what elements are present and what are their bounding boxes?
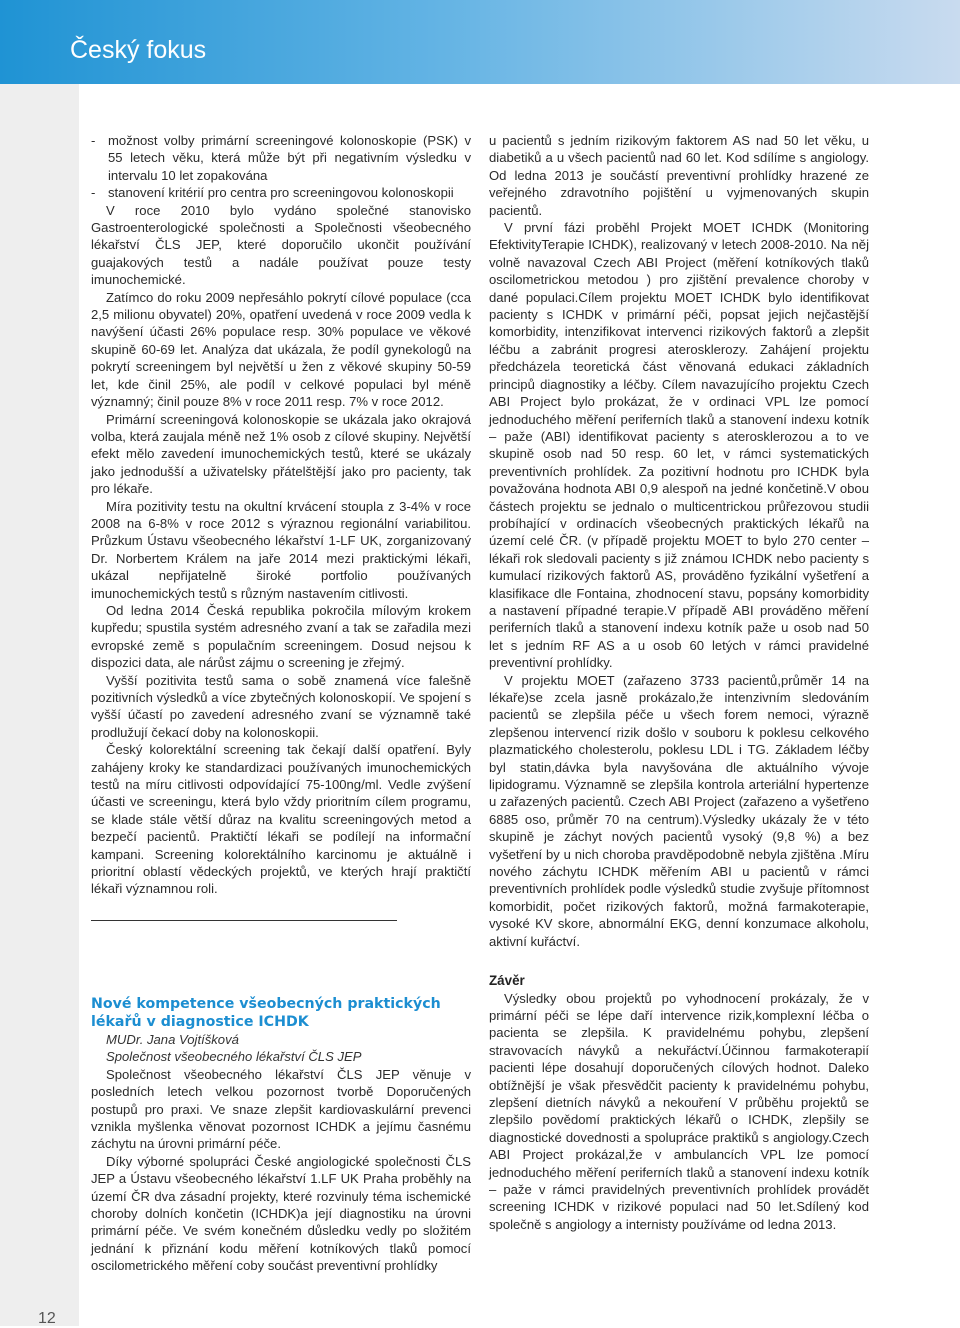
paragraph: V roce 2010 bylo vydáno společné stanovisko Gastroenterologické společnosti a Společnosti všeobecného lékařství ČLS JEP, které doporučilo ukončit používání guajakových testů a nadále používat pouze testy imunochemické.: [91, 202, 471, 288]
paragraph: V projektu MOET (zařazeno 3733 pacientů,průměr 14 na lékaře)se zcela jasně prokázalo,že intenzivním sledováním pacientů se zlepšila péče u všech forem nemoci, výrazně zlepšenou intervencí rizik došlo v souboru k poklesu celkového plazmatického cholesterolu, poklesu LDL i TG. Základem léčby byl statin,dávka byla navyšována dle aktuálního vývoje lipidogramu. Významně se zlepšila kontrola arteriální hypertenze u zařazených pacientů. Czech ABI Project (zařazeno a vyšetřeno 6885 oso, průměr 70 na centrum).Výsledky ukázaly že v této skupině je záchyt nových pacientů vysoký (9,8 %) a bez vyšetření by u nich choroba pravděpodobně nebyla zjištěna .Míru nového záchytu ICHDK měřením ABI u pacientů v rámci preventivních prohlídek podle výsledků studie zvyšuje přítomnost komorbidit, počet rizikových faktorů, možná farmakoterapie, vysoké KV skore, abnormální EKG, denní konzumace alkoholu, aktivní kuřáctví.: [489, 672, 869, 949]
affiliation: Společnost všeobecného lékařství ČLS JEP: [106, 1049, 362, 1065]
conclusion-heading: Závěr: [489, 973, 525, 989]
paragraph: Díky výborné spolupráci České angiologické společnosti ČLS JEP a Ústavu všeobecného lékařství 1.LF UK Praha proběhly na území ČR dva zásadní projekty, které rozvinuly téma ischemické choroby dolních končetin (ICHDK)a její diagnostiku na úrovni primární péče. Ve svém konečném důsledku vedly po složitém jednání k přiznání kodu měření kotníkových tlaků pomocí oscilometrického měření coby součást preventivní prohlídky: [91, 1153, 471, 1274]
right-column: [489, 132, 869, 1233]
header-banner: [0, 0, 960, 84]
paragraph: u pacientů s jedním rizikovým faktorem AS nad 50 let věku, u diabetiků a u všech pacientů nad 60 let. Kod sdílíme s angiology. Od ledna 2013 je součástí preventivní prohlídky hrazené ze veřejného zdravotního pojištění u vyjmenovaných skupin pacientů.: [489, 133, 869, 218]
separator-rule: [91, 920, 397, 921]
paragraph: Vyšší pozitivita testů sama o sobě znamená více falešně pozitivních výsledků a více zbytečných kolonoskopií. Ve spojení s vyšší účastí po zavedení adresného zvaní se významně také prodlužují čekací doby na kolonoskopii.: [91, 672, 471, 740]
paragraph: V první fázi proběhl Projekt MOET ICHDK (Monitoring EfektivityTerapie ICHDK), realizovaný v letech 2008-2010. Na něj volně navazoval Czech ABI Project (měření kotníkových tlaků oscilometrickou metodou ) pro zjištění prevalence choroby v dané populaci.Cílem projektu MOET ICHDK bylo identifikovat pacienty s ICHDK v primární péči, popsat jejich nejčastější komorbidity, intenzifikovat intervenci rizikových faktorů a zlepšit léčbu a zabránit progresi aterosklerozy. Zahájení projektu předcházela teoretická část věnovaná edukaci základních principů diagnostiky a léčby. Cílem navazujícího projektu Czech ABI Project bylo prokázat, že v ordinaci VPL lze pomocí jednoduchého měření periferních tlaků a stanovení indexu kotník – paže (ABI) identifikovat pacienty s aterosklerozou a to ve skupině osob nad 50 resp. 60 let, v rámci systematických preventivních prohlídek. Za pozitivní hodnotu pro ICHDK byla považována hodnota ABI 0,9 alespoň na jedné končetině.V obou částech projektu se jednalo o multicentrickou průřezovou studii probíhající v ordinacích všeobecných praktických lékařů na území celé ČR. (v případě projektu MOET to bylo 270 center – lékaři rok sledovali pacienty s již známou ICHDK nebo pacienty s kumulací rizikových faktorů AS, prováděno fyzikální vyšetření a klasifikace dle Fontaina, zhodnocení stavu, popsány komorbidity a nastavení případné terapie.V případě ABI prováděno měření periferních tlaků a stanovení indexu kotník paže u osob nad 50 let s jedním RF AS a u osob 60 letých v rámci pravidelné preventivní prohlídky.: [489, 220, 869, 671]
author: MUDr. Jana Vojtíšková: [106, 1031, 239, 1047]
list-item: - možnost volby primární screeningové kolonoskopie (PSK) v 55 letech věku, která může být při negativním výsledku v intervalu 10 let zopakována: [91, 133, 471, 183]
paragraph: Od ledna 2014 Česká republika pokročila mílovým krokem kupředu; spustila systém adresného zvaní a tak se zařadila mezi evropské země s populačním screeningem. Dosud nejsou k dispozici data, ale nárůst zájmu o screening je zřejmý.: [91, 602, 471, 671]
paragraph: Český kolorektální screening tak čekají další opatření. Byly zahájeny kroky ke standardizaci používaných imunochemických testů na míru citlivosti odpovídající 75-100ng/ml. Vedle zvýšení účasti ve screeningu, která bylo vždy prioritním cílem programu, se klade stále větší důraz na kvalitu screeningových metod a bezpečí pacientů. Praktičtí lékaři se podílejí na informační kampani. Screening kolorektálního karcinomu je aktuálně i prioritní oblastí vědeckých projektů, ve kterých hrají praktičtí lékaři významnou roli.: [91, 742, 471, 897]
left-column: [91, 132, 471, 1275]
paragraph: Společnost všeobecného lékařství ČLS JEP věnuje v posledních letech velkou pozornost tvorbě Doporučených postupů pro praxi. Ve snaze zlepšit kardiovaskulární prevenci vznikla myšlenka věnovat pozornost ICHDK a jejímu časnému záchytu na úrovni primární péče.: [91, 1066, 471, 1152]
list-item: - stanovení kritérií pro centra pro screeningovou kolonoskopii: [91, 185, 454, 201]
article-title: Nové kompetence všeobecných praktických lékařů v diagnostice ICHDK: [91, 995, 441, 1030]
left-margin-bar: [0, 84, 79, 1326]
criteria-list: [91, 132, 471, 202]
paragraph: Primární screeningová kolonoskopie se ukázala jako okrajová volba, která zaujala méně než 1% osob z cílové skupiny. Největší efekt mělo zavedení imunochemických testů, které se ukázaly jako jednodušší a uživatelsky přátelštější jako pro pacienty, tak pro lékaře.: [91, 411, 471, 497]
section-title: Český fokus: [70, 36, 207, 64]
page-number: 12: [38, 1310, 56, 1327]
conclusion-paragraph: Výsledky obou projektů po vyhodnocení prokázaly, že v primární péči se lépe daří intervence rizik,komplexní léčba o pacienta se zlepšila. K pravidelnému pohybu, zlepšení stravovacích návyků a nekuřáctví.Účinnou farmakoterapií pacienti lépe dosahují doporučených cílových hodnot. Daleko obtížnější je však přesvědčit pacienty k pravidelnému pohybu, zlepšení dietních návyků a nekouření V průběhu projektů se zlepšilo povědomí praktických lékařů o ICHDK, zlepšily se diagnostické dovednosti a spolupráce praktiků s angiology.Czech ABI Project prokázal,že v ambulancích VPL lze pomocí jednoduchého měření periferních tlaků a stanovení indexu kotník – paže v rámci pravidelných preventivních prohlídek provádět screening ICHDK v rizikové populaci nad 50 let.Sdílený kod společně s angiology a internisty používáme od ledna 2013.: [489, 990, 869, 1232]
paragraph: Zatímco do roku 2009 nepřesáhlo pokrytí cílové populace (cca 2,5 milionu obyvatel) 20%, opatření uvedená v roce 2009 vedla k navýšení účasti 26% populace resp. 30% populace ve věkové skupině 60-69 let. Analýza dat ukázala, že podíl gynekologů na pokrytí screeningem byl největší u žen z věkové skupiny 50-59 let, kde činil 25%, ale podíl v celkové populaci byl méně významný; činil pouze 8% v roce 2011 resp. 7% v roce 2012.: [91, 289, 471, 410]
paragraph: Míra pozitivity testu na okultní krvácení stoupla z 3-4% v roce 2008 na 6-8% v roce 2012 s výraznou regionální variabilitou. Průzkum Ústavu všeobecného lékařství 1-LF UK, zorganizovaný Dr. Norbertem Králem na jaře 2014 mezi praktickými lékaři, ukázal nepřijatelně široké portfolio používaných imunochemických testů s různým nastavením citlivosti.: [91, 498, 471, 601]
